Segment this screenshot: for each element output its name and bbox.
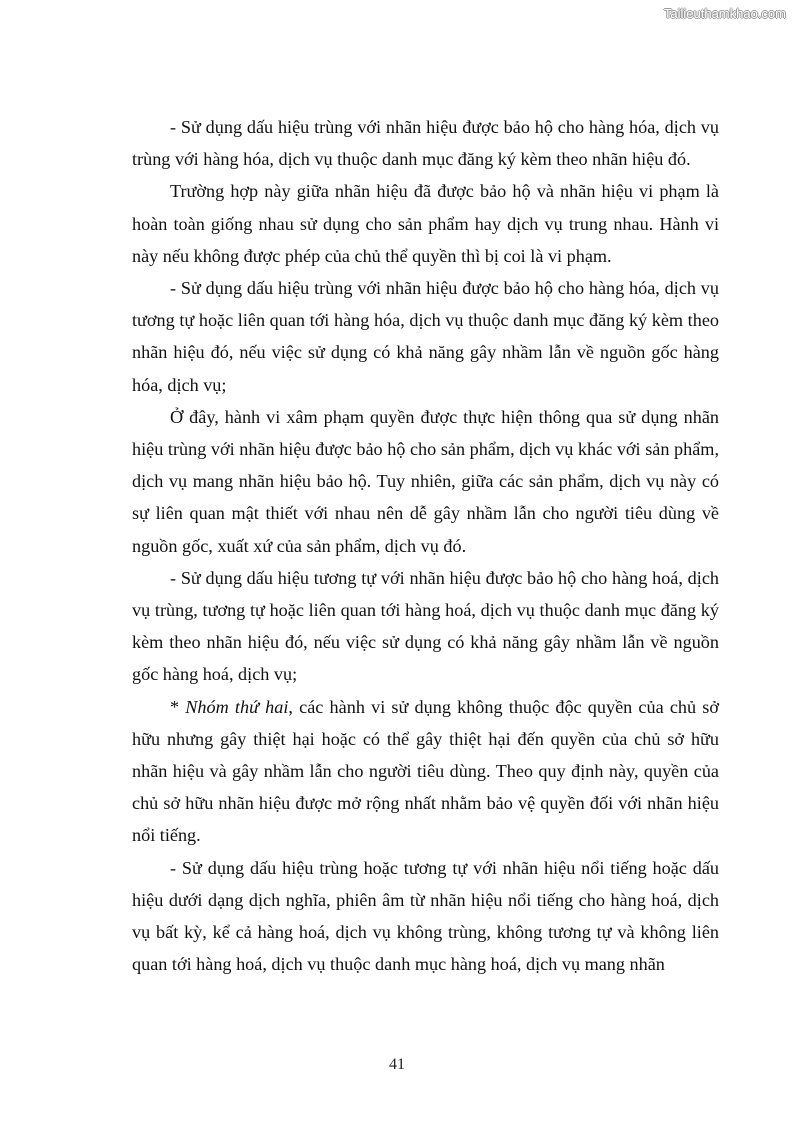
paragraph-identical-mark-similar-goods: - Sử dụng dấu hiệu trùng với nhãn hiệu được bảo hộ cho hàng hóa, dịch vụ tương tự hoặc liên quan tới hàng hóa, dịch vụ thuộc danh mục đăng ký kèm theo nhãn hiệu đó, nếu việc sử dụng có khả năng gây nhầm lẫn về nguồn gốc hàng hóa, dịch vụ; — [132, 278, 719, 395]
paragraph-infringement-explanation: Ở đây, hành vi xâm phạm quyền được thực hiện thông qua sử dụng nhãn hiệu trùng với nhãn hiệu được bảo hộ cho sản phẩm, dịch vụ khác với sản phẩm, dịch vụ mang nhãn hiệu bảo hộ. Tuy nhiên, giữa các sản phẩm, dịch vụ này có sự liên quan mật thiết với nhau nên dễ gây nhầm lẫn cho người tiêu dùng về nguồn gốc, xuất xứ của sản phẩm, dịch vụ đó. — [132, 406, 719, 556]
paragraph-text: , các hành vi sử dụng không thuộc độc quyền của chủ sở hữu nhưng gây thiệt hại hoặc có thể gây thiệt hại đến quyền của chủ sở hữu nhãn hiệu và gây nhầm lẫn cho người tiêu dùng. Theo quy định này, quyền của chủ sở hữu nhãn hiệu được mở rộng nhất nhằm bảo vệ quyền đối với nhãn hiệu nổi tiếng. — [132, 696, 719, 846]
page-number: 41 — [389, 1056, 405, 1073]
italic-heading: Nhóm thứ hai — [185, 696, 289, 717]
paragraph-identical-case-explanation: Trường hợp này giữa nhãn hiệu đã được bảo hộ và nhãn hiệu vi phạm là hoàn toàn giống nhau sử dụng cho sản phẩm hay dịch vụ trung nhau. Hành vi này nếu không được phép của chủ thể quyền thì bị coi là vi phạm. — [132, 181, 719, 266]
paragraph-similar-mark: - Sử dụng dấu hiệu tương tự với nhãn hiệu được bảo hộ cho hàng hoá, dịch vụ trùng, tương tự hoặc liên quan tới hàng hoá, dịch vụ thuộc danh mục đăng ký kèm theo nhãn hiệu đó, nếu việc sử dụng có khả năng gây nhầm lẫn về nguồn gốc hàng hoá, dịch vụ; — [132, 567, 719, 685]
watermark: Tailieuthamkhao.com — [663, 6, 786, 21]
paragraph-second-group — [132, 691, 719, 852]
page-body — [132, 111, 719, 980]
paragraph-well-known-mark: - Sử dụng dấu hiệu trùng hoặc tương tự với nhãn hiệu nổi tiếng hoặc dấu hiệu dưới dạng dịch nghĩa, phiên âm từ nhãn hiệu nổi tiếng cho hàng hoá, dịch vụ bất kỳ, kể cả hàng hoá, dịch vụ không trùng, không tương tự và không liên quan tới hàng hoá, dịch vụ thuộc danh mục hàng hoá, dịch vụ mang nhãn — [132, 857, 719, 975]
paragraph-identical-mark-identical-goods: - Sử dụng dấu hiệu trùng với nhãn hiệu được bảo hộ cho hàng hóa, dịch vụ trùng với hàng hóa, dịch vụ thuộc danh mục đăng ký kèm theo nhãn hiệu đó. — [132, 117, 719, 170]
bullet-prefix: * — [170, 696, 186, 717]
